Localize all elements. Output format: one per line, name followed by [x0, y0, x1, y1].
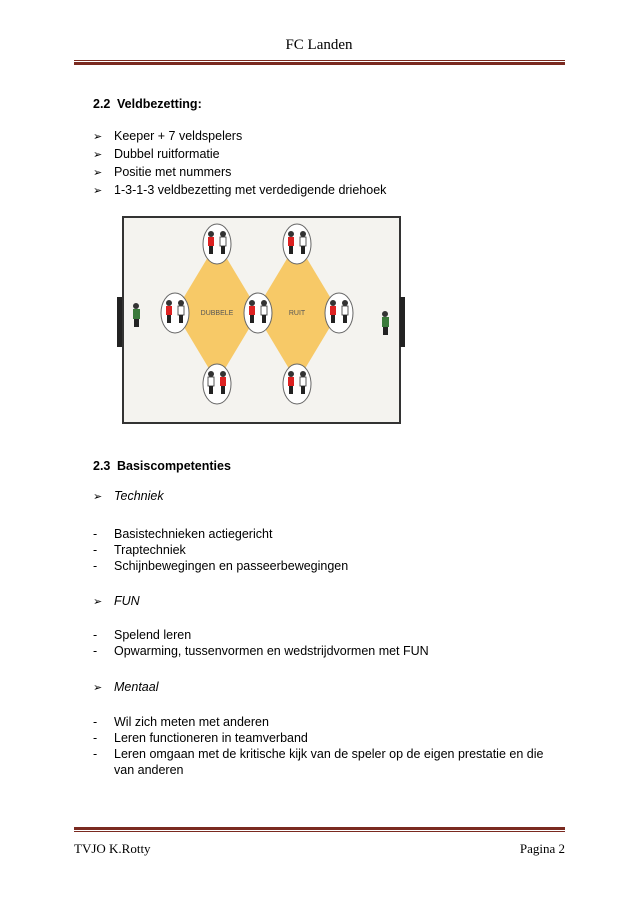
list-item: - Traptechniek	[93, 543, 186, 557]
list-item: ➢ Positie met nummers	[93, 163, 386, 181]
player-group-top-right	[283, 224, 311, 264]
header-rule	[74, 60, 565, 65]
player-group-bottom-right	[283, 364, 311, 404]
footer-author: TVJO K.Rotty	[74, 841, 151, 856]
arrow-bullet-icon: ➢	[93, 681, 103, 694]
formation-bullet-list	[93, 127, 386, 199]
techniek-list	[93, 526, 348, 574]
arrow-bullet-icon: ➢	[93, 595, 103, 608]
diamond-label-left: DUBBELE	[200, 310, 234, 317]
player-group-bottom-left	[203, 364, 231, 404]
category-fun: ➢ FUN	[93, 594, 140, 608]
mentaal-list	[93, 714, 563, 778]
section-title: Basiscompetenties	[117, 459, 231, 473]
list-item: - Leren functioneren in teamverband	[93, 731, 308, 745]
arrow-bullet-icon: ➢	[93, 148, 103, 161]
list-item: ➢ Dubbel ruitformatie	[93, 145, 386, 163]
list-item: ➢ 1-3-1-3 veldbezetting met verdedigende driehoek	[93, 181, 386, 199]
arrow-bullet-icon: ➢	[93, 130, 103, 143]
list-item: - Wil zich meten met anderen	[93, 715, 269, 729]
section-heading-basiscompetenties	[93, 459, 231, 473]
arrow-bullet-icon: ➢	[93, 490, 103, 503]
player-group-right	[325, 293, 353, 333]
section-number: 2.3	[93, 459, 111, 473]
player-group-center	[244, 293, 272, 333]
section-number: 2.2	[93, 97, 111, 111]
right-goal	[400, 297, 405, 347]
player-group-left	[161, 293, 189, 333]
list-item: - Leren omgaan met de kritische kijk van de speler op de eigen prestatie en die van anderen	[93, 747, 544, 777]
arrow-bullet-icon: ➢	[93, 166, 103, 179]
section-heading-veldbezetting	[93, 97, 202, 111]
diamond-label-right: RUIT	[288, 310, 306, 317]
formation-field-diagram	[117, 214, 406, 426]
arrow-bullet-icon: ➢	[93, 184, 103, 197]
fun-list	[93, 627, 429, 659]
list-item: - Opwarming, tussenvormen en wedstrijdvormen met FUN	[93, 644, 429, 658]
list-item: - Spelend leren	[93, 628, 192, 642]
category-mentaal: ➢ Mentaal	[93, 680, 159, 694]
left-goal	[117, 297, 122, 347]
player-group-top-left	[203, 224, 231, 264]
category-techniek: ➢ Techniek	[93, 489, 164, 503]
footer-rule	[74, 827, 565, 832]
footer-page-number: Pagina 2	[519, 841, 565, 856]
list-item: - Schijnbewegingen en passeerbewegingen	[93, 559, 349, 573]
list-item: ➢ Keeper + 7 veldspelers	[93, 127, 386, 145]
section-title: Veldbezetting:	[117, 97, 202, 111]
page-header-title: FC Landen	[285, 37, 353, 53]
list-item: - Basistechnieken actiegericht	[93, 527, 273, 541]
